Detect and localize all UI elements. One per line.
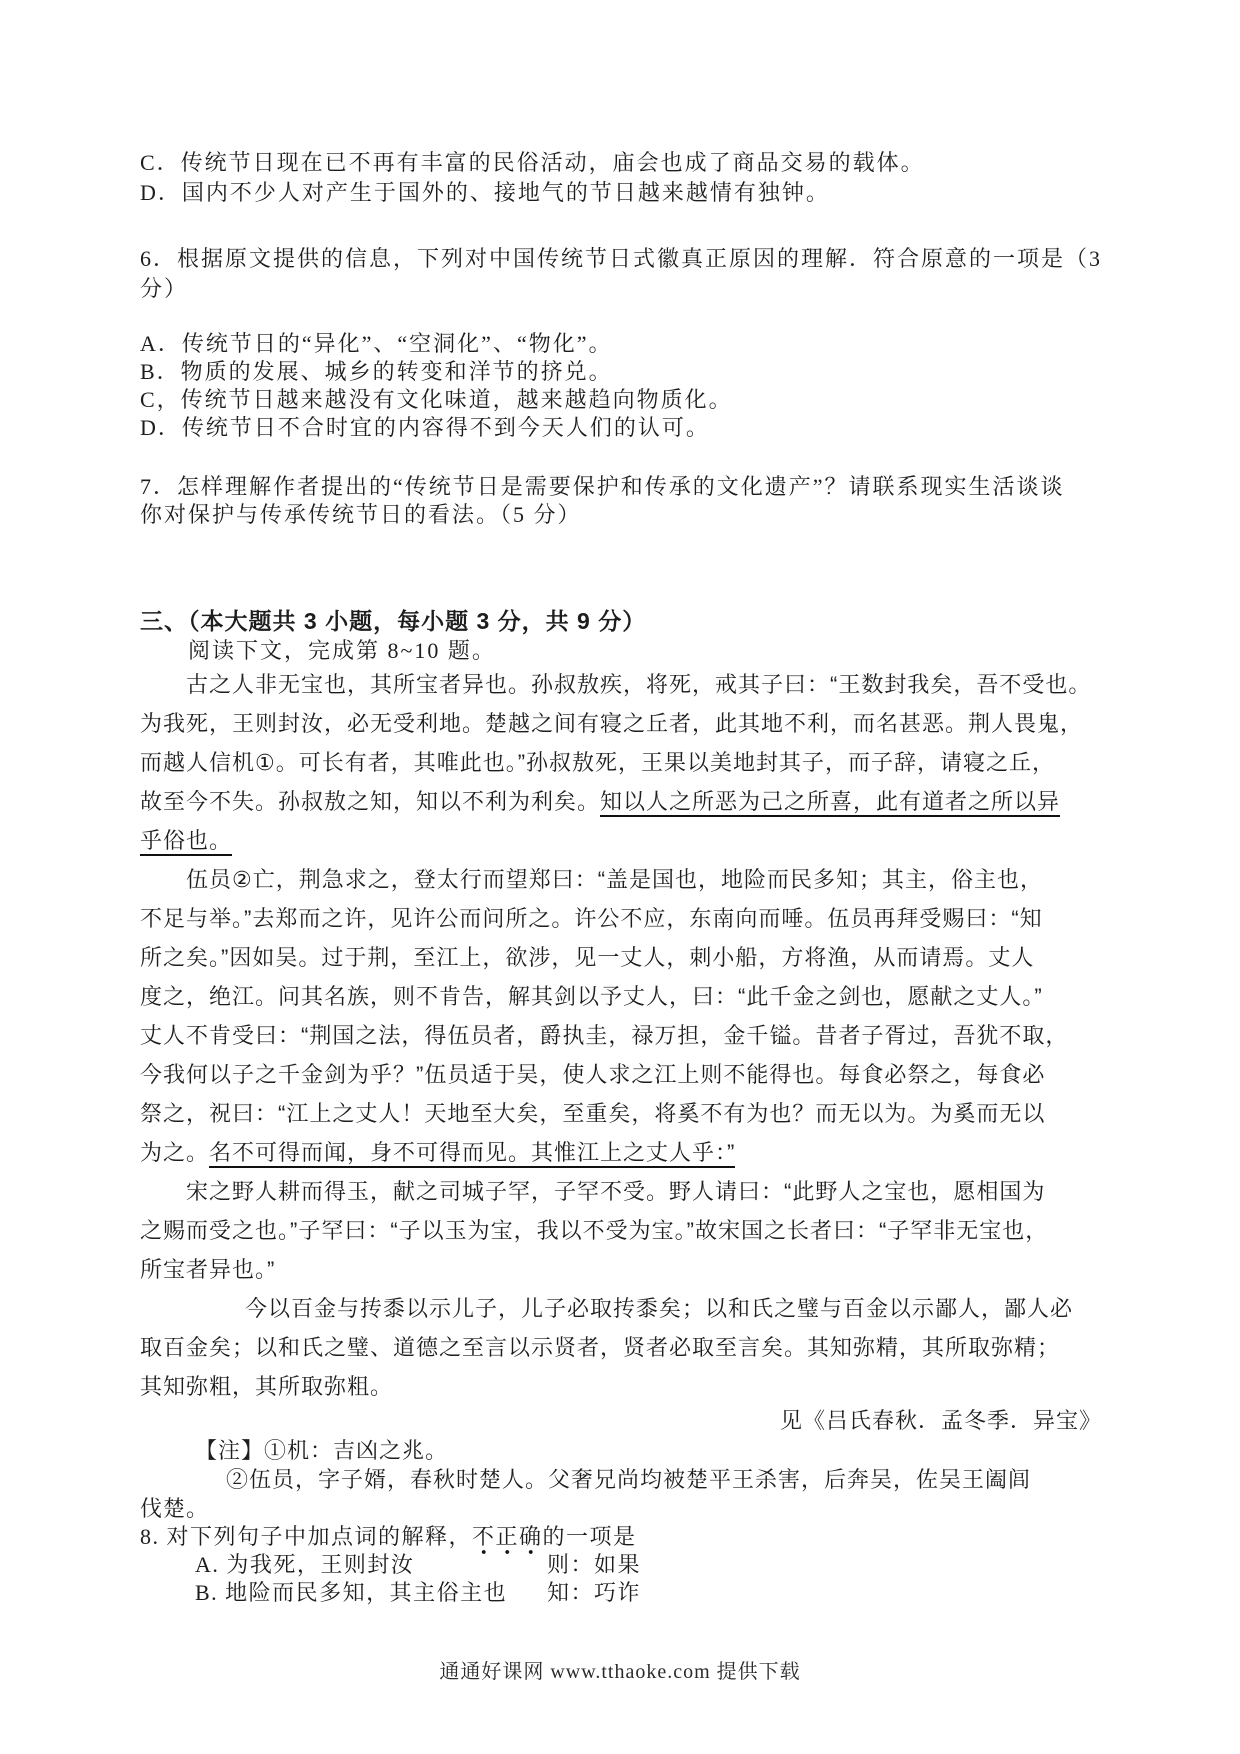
q6-option-d: D．传统节日不合时宜的内容得不到今天人们的认可。 [140,415,710,440]
q7-line1: 7．怎样理解作者提出的“传统节日是需要保护和传承的文化遗产”？请联系现实生活谈谈 [140,474,1065,499]
passage-notes [140,1436,1102,1523]
q6-option-c: C，传统节日越来越没有文化味道，越来越趋向物质化。 [140,387,733,412]
q6-options [140,330,1102,442]
passage-line: 之赐而受之也。”子罕曰：“子以玉为宝，我以不受为宝。”故宋国之长者曰：“子罕非无宝也， [140,1218,1049,1243]
question-7 [140,473,1102,529]
q8-option-a-sentence: A. 为我死，王则封汝 [195,1552,415,1577]
q8-stem-text: 8. 对下列句子中加点词的解释， [140,1524,473,1549]
classical-passage [140,665,1102,1406]
underlined-passage-text: 乎俗也。 [140,828,232,856]
note-line: 伐楚。 [140,1496,210,1521]
q6-option-b: B．物质的发展、城乡的转变和洋节的挤兑。 [140,359,613,384]
passage-line [140,821,1102,860]
q6-option-a: A．传统节日的“异化”、“空洞化”、“物化”。 [140,331,613,356]
passage-line: 今以百金与抟黍以示儿子，儿子必取抟黍矣；以和氏之璧与百金以示鄙人，鄙人必 [245,1296,1074,1321]
section3-intro: 阅读下文，完成第 8~10 题。 [188,638,496,663]
passage-line [140,1133,1102,1172]
q5-option-d: D．国内不少人对产生于国外的、接地气的节日越来越情有独钟。 [140,180,830,205]
passage-line: 丈人不肯受曰：“荆国之法，得伍员者，爵执圭，禄万担，金千镒。昔者子胥过，吾犹不取， [140,1023,1069,1048]
passage-line: 今我何以子之千金剑为乎？”伍员适于吴，使人求之江上则不能得也。每食必祭之，每食必 [140,1062,1046,1087]
q7-line2: 你对保护与传承传统节日的看法。（5 分） [140,502,582,527]
question-6 [140,244,1102,304]
passage-line: 取百金矣；以和氏之璧、道德之至言以示贤者，贤者必取至言矣。其知弥精，其所取弥精； [140,1335,1061,1360]
passage-text: 为之。 [140,1140,210,1165]
passage-source-citation: 见《吕氏春秋．孟冬季．异宝》 [779,1408,1102,1433]
q6-stem-line1: 6．根据原文提供的信息，下列对中国传统节日式徽真正原因的理解．符合原意的一项是（3 [140,246,1103,271]
q8-option-b-sentence: B. 地险而民多知，其主俗主也 [195,1580,508,1605]
q5-option-c: C．传统节日现在已不再有丰富的民俗活动，庙会也成了商品交易的载体。 [140,150,925,175]
passage-line: 宋之野人耕而得玉，献之司城子罕，子罕不受。野人请曰：“此野人之宝也，愿相国为 [186,1179,1046,1204]
q8-option-b [140,1579,1102,1607]
page-content [140,148,1102,1607]
q6-stem-line2: 分） [140,276,189,301]
passage-line [140,782,1102,821]
passage-line: 所宝者异也。” [140,1257,276,1282]
note-line: 【注】①机：吉凶之兆。 [195,1438,449,1463]
passage-line: 所之矣。”因如吴。过于荆，至江上，欲涉，见一丈人，刺小船，方将渔，从而请焉。丈人 [140,945,1035,970]
passage-line: 为我死，王则封汝，必无受利地。楚越之间有寝之丘者，此其地不利，而名甚恶。荆人畏鬼， [140,711,1084,736]
underlined-passage-text: 名不可得而闻，身不可得而见。其惟江上之丈人乎：” [209,1140,735,1168]
note-line: ②伍员，字子婿，春秋时楚人。父奢兄尚均被楚平王杀害，后奔吴，佐吴王阖闾 [226,1467,1032,1492]
passage-line: 古之人非无宝也，其所宝者异也。孙叔敖疾，将死，戒其子曰：“王数封我矣，吾不受也。 [186,672,1092,697]
passage-line: 祭之，祝曰：“江上之丈人！天地至大矣，至重矣，将奚不有为也？而无以为。为奚而无以 [140,1101,1046,1126]
passage-text: 故至今不失。孙叔敖之知，知以不利为利矣。 [140,789,601,814]
passage-line: 不足与举。”去郑而之许，见许公而问所之。许公不应，东南向而唾。伍员再拜受赐曰：“知 [140,906,1043,931]
q8-option-a [140,1551,1102,1579]
q8-stem-emphasized-text: 不正确 [472,1524,543,1555]
passage-line: 伍员②亡，荆急求之，登太行而望郑曰：“盖是国也，地险而民多知；其主，俗主也， [186,867,1044,892]
underlined-passage-text: 知以人之所恶为己之所喜，此有道者之所以异 [600,789,1060,817]
q8-stem [140,1523,1102,1551]
download-site-footer: 通通好课网 www.tthaoke.com 提供下载 [439,1661,801,1683]
q8-stem-text: 的一项是 [542,1524,637,1549]
passage-line: 其知弥粗，其所取弥粗。 [140,1374,394,1399]
q8-option-b-definition: 知：巧诈 [547,1580,642,1605]
section3-heading: 三、（本大题共 3 小题，每小题 3 分，共 9 分） [140,608,647,634]
passage-line: 度之，绝江。问其名族，则不肯告，解其剑以予丈人，曰：“此千金之剑也，愿献之丈人。” [140,984,1043,1009]
passage-line: 而越人信机①。可长有者，其唯此也。”孙叔敖死，王果以美地封其子，而子辞，请寝之丘， [140,750,1056,775]
q8-option-a-definition: 则：如果 [547,1552,642,1577]
